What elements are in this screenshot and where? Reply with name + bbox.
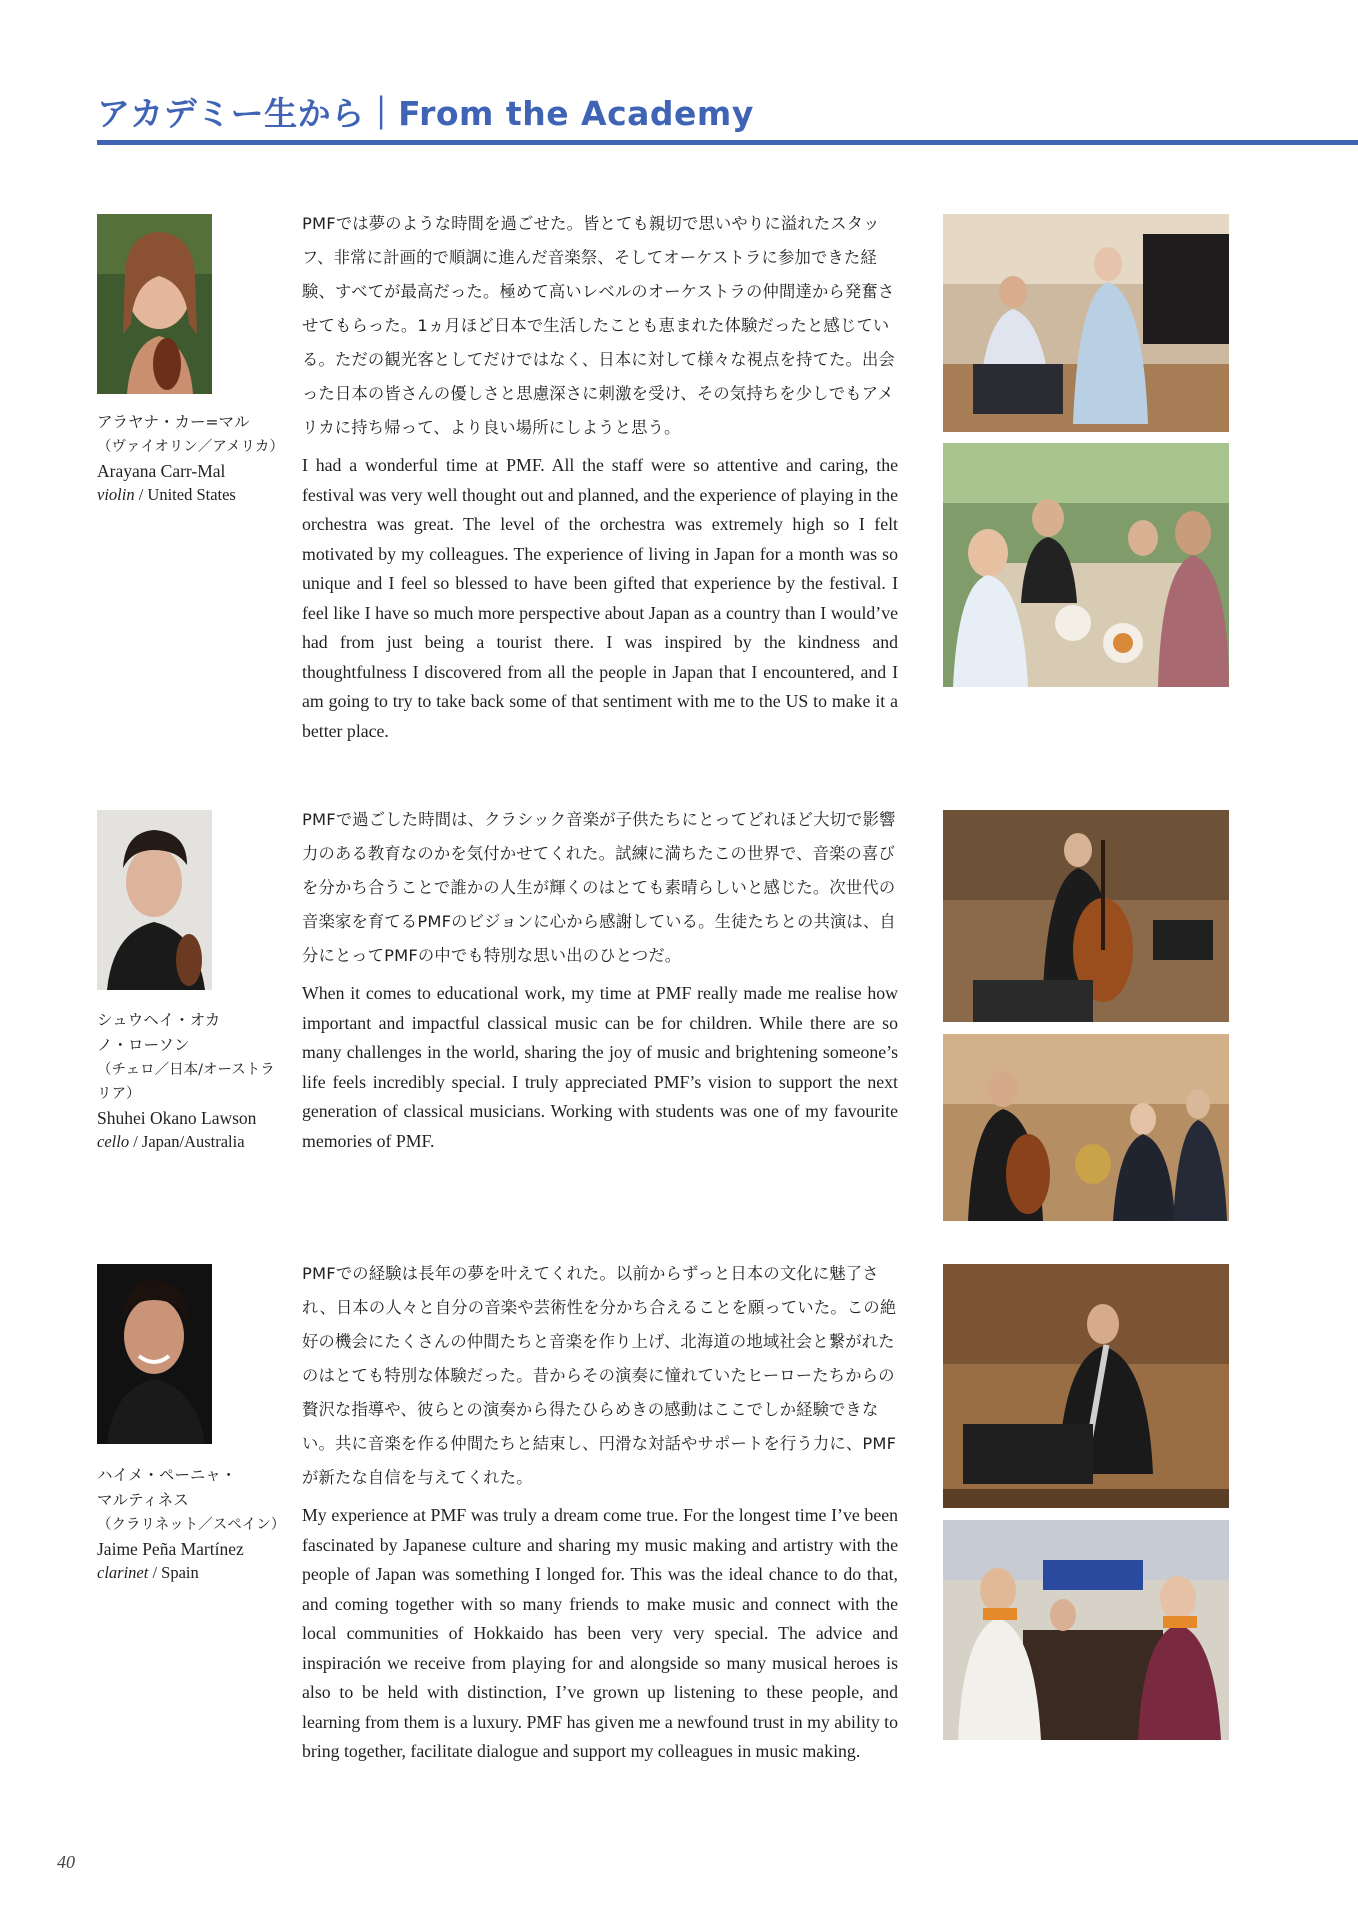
testimonial-en: When it comes to educational work, my time at PMF really made me realise how important and impactful classical music can be for children. While there are so many challenges in the world, sharing the joy of music and brightening someone’s life feels incredibly special. I truly appreciated PMF’s vision to support the next generation of classical musicians. Working with students was one of my favourite memories of PMF. — [302, 983, 898, 1151]
testimonial-en: My experience at PMF was truly a dream come true. For the longest time I’ve been fascinated by Japanese culture and sharing my music making and artistry with the people of Japan was something I longed for. This was the ideal chance to do that, and coming together with so many friends to make music and connect with the local communities of Hokkaido has been very very special. The advice and inspiración we receive from playing for and alongside so many musical heroes is also to be held with distinction, I’ve grown up listening to these people, and learning from them is a luxury. PMF has given me a newfound trust in my ability to bring together, facilitate dialogue and support my colleagues in music making. — [302, 1505, 898, 1761]
person-role-jp: （ヴァイオリン／アメリカ） — [97, 439, 284, 455]
person-info — [97, 1463, 286, 1584]
testimonial-text — [302, 207, 898, 746]
person-name-en: Arayana Carr-Mal — [97, 461, 226, 481]
person-instrument — [97, 1561, 282, 1584]
person-role-jp: （クラリネット／スペイン） — [97, 1517, 286, 1533]
person-info — [97, 410, 282, 506]
page-title: アカデミー生から｜From the Academy — [97, 94, 754, 133]
person-country: / United States — [134, 485, 236, 504]
person-country: / Spain — [148, 1563, 199, 1582]
photo-friends-restaurant — [943, 1520, 1229, 1740]
testimonial-jp: PMFでは夢のような時間を過ごせた。皆とても親切で思いやりに溢れたスタッフ、非常に計画的で順調に進んだ音楽祭、そしてオーケストラに参加できた経験、すべてが最高だった。極めて高いレベルのオーケストラの仲間達から発奮させてもらった。1ヵ月ほど日本で生活したことも恵まれた体験だったと感じている。ただの観光客としてだけではなく、日本に対して様々な視点を持てた。出会った日本の皆さんの優しさと思慮深さに刺激を受け、その気持ちを少しでもアメリカに持ち帰って、より良い場所にしようと思う。 — [302, 214, 896, 437]
portrait-photo — [97, 1264, 212, 1444]
instrument-name: violin — [97, 485, 135, 504]
portrait-photo — [97, 214, 212, 394]
testimonial-en: I had a wonderful time at PMF. All the staff were so attentive and caring, the festival was very well thought out and planned, and the experience of playing in the orchestra was great. The level of the orchestra was extremely high so I felt motivated by my colleagues. The experience of living in Japan for a month was so unique and I feel so blessed to have been gifted that experience by the festival. I feel like I have so much more perspective about Japan as a country than I would’ve had from just being a tourist there. I was inspired by the kindness and thoughtfulness I discovered from all the people in Japan that I encountered, and I am going to try to take back some of that sentiment with me to the US to make it a better place. — [302, 455, 898, 741]
person-info — [97, 1008, 282, 1153]
person-name-en: Shuhei Okano Lawson — [97, 1108, 257, 1128]
testimonial-text — [302, 1257, 898, 1767]
photo-cello-performance — [943, 810, 1229, 1022]
page-number: 40 — [57, 1852, 75, 1872]
testimonial-text — [302, 803, 898, 1156]
person-role-jp: （チェロ／日本/オーストラリア） — [97, 1062, 275, 1102]
testimonial-jp: PMFで過ごした時間は、クラシック音楽が子供たちにとってどれほど大切で影響力のある教育なのかを気付かせてくれた。試練に満ちたこの世界で、音楽の喜びを分かち合うことで誰かの人生が輝くのはとても素晴らしいと感じた。次世代の音楽家を育てるPMFのビジョンに心から感謝している。生徒たちとの共演は、自分にとってPMFの中でも特別な思い出のひとつだ。 — [302, 810, 896, 965]
person-name-jp: アラヤナ・カー=マル — [97, 413, 250, 431]
instrument-name: clarinet — [97, 1563, 149, 1582]
photo-violin-rehearsal — [943, 214, 1229, 432]
portrait-photo — [97, 810, 212, 990]
person-name-jp: ハイメ・ペーニャ・マルティネス — [97, 1466, 237, 1509]
header-rule — [97, 140, 1358, 145]
page-header — [97, 88, 1357, 135]
person-name-en: Jaime Peña Martínez — [97, 1539, 244, 1559]
photo-group-dinner — [943, 443, 1229, 687]
instrument-name: cello — [97, 1132, 130, 1151]
person-country: / Japan/Australia — [129, 1132, 245, 1151]
person-instrument — [97, 483, 282, 506]
photo-clarinet-performance — [943, 1264, 1229, 1508]
person-name-jp: シュウヘイ・オカノ・ローソン — [97, 1011, 221, 1054]
person-instrument — [97, 1130, 282, 1153]
photo-cello-with-students — [943, 1034, 1229, 1221]
testimonial-jp: PMFでの経験は長年の夢を叶えてくれた。以前からずっと日本の文化に魅了され、日本の人々と自分の音楽や芸術性を分かち合えることを願っていた。この絶好の機会にたくさんの仲間たちと音楽を作り上げ、北海道の地域社会と繋がれたのはとても特別な体験だった。昔からその演奏に憧れていたヒーローたちからの贅沢な指導や、彼らとの演奏から得たひらめきの感動はここでしか経験できない。共に音楽を作る仲間たちと結束し、円滑な対話やサポートを行う力に、PMFが新たな自信を与えてくれた。 — [302, 1264, 897, 1487]
